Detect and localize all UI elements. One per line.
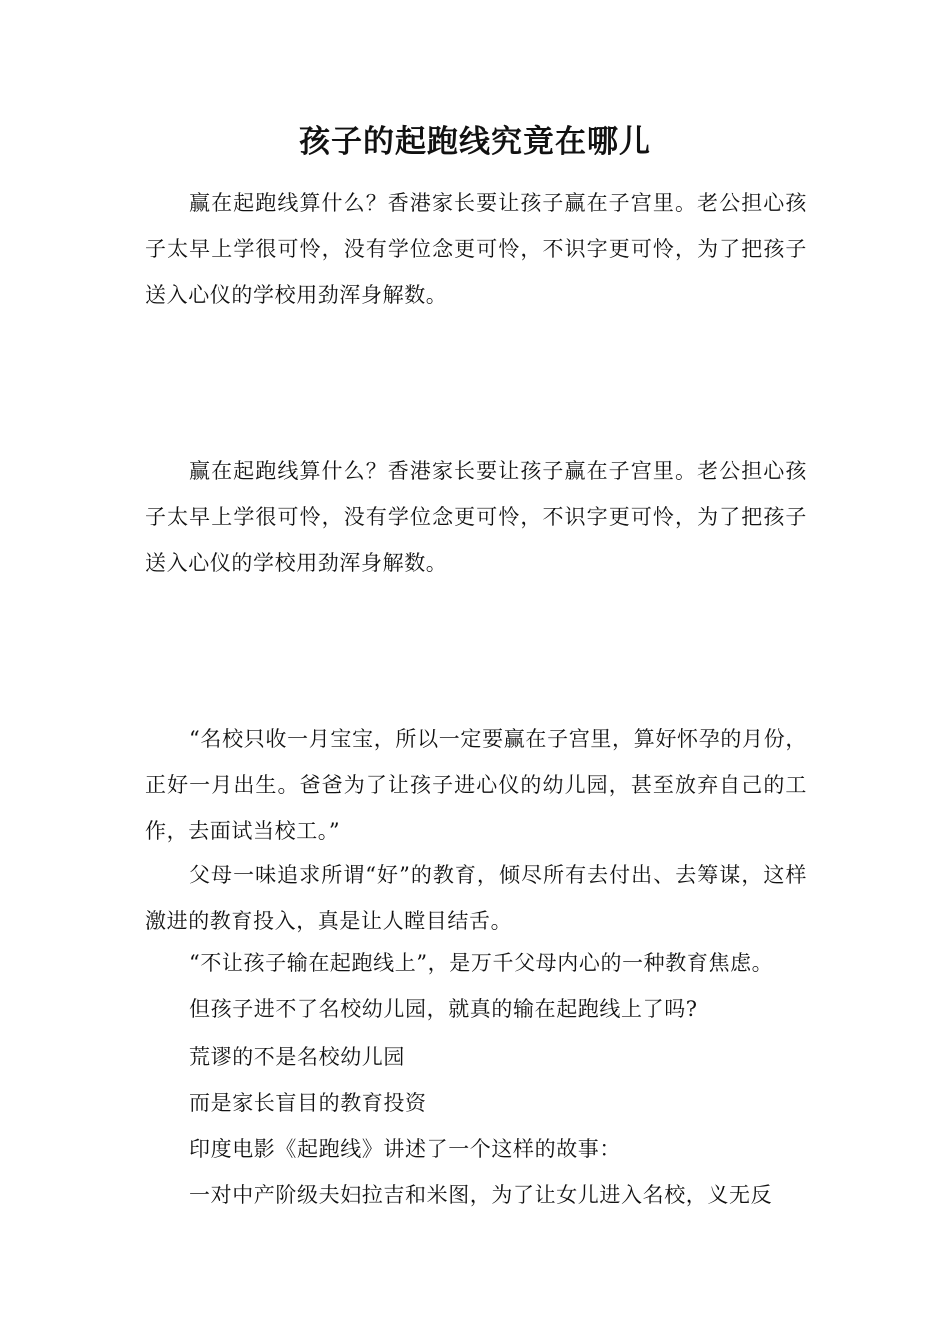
paragraph-1: 赢在起跑线算什么？香港家长要让孩子赢在子宫里。老公担心孩子太早上学很可怜，没有学位念更可怜，不识字更可怜，为了把孩子送入心仪的学校用劲浑身解数。 (145, 191, 807, 307)
paragraph-8: 而是家长盲目的教育投资 (189, 1091, 427, 1115)
paragraph-7: 荒谬的不是名校幼儿园 (189, 1045, 405, 1069)
paragraph-3: “名校只收一月宝宝，所以一定要赢在子宫里，算好怀孕的月份，正好一月出生。爸爸为了让孩子进心仪的幼儿园，甚至放弃自己的工作，去面试当校工。” (145, 727, 807, 843)
paragraph-4: 父母一味追求所谓“好”的教育，倾尽所有去付出、去筹谋，这样激进的教育投入，真是让人瞠目结舌。 (145, 863, 807, 933)
document-title: 孩子的起跑线究竟在哪儿 (299, 124, 651, 160)
paragraph-5: “不让孩子输在起跑线上”，是万千父母内心的一种教育焦虑。 (189, 951, 774, 975)
paragraph-10: 一对中产阶级夫妇拉吉和米图，为了让女儿进入名校，义无反 (189, 1183, 773, 1207)
paragraph-6: 但孩子进不了名校幼儿园，就真的输在起跑线上了吗? (189, 997, 698, 1021)
paragraph-9: 印度电影《起跑线》讲述了一个这样的故事： (189, 1137, 621, 1161)
paragraph-2: 赢在起跑线算什么？香港家长要让孩子赢在子宫里。老公担心孩子太早上学很可怜，没有学位念更可怜，不识字更可怜，为了把孩子送入心仪的学校用劲浑身解数。 (145, 459, 807, 575)
